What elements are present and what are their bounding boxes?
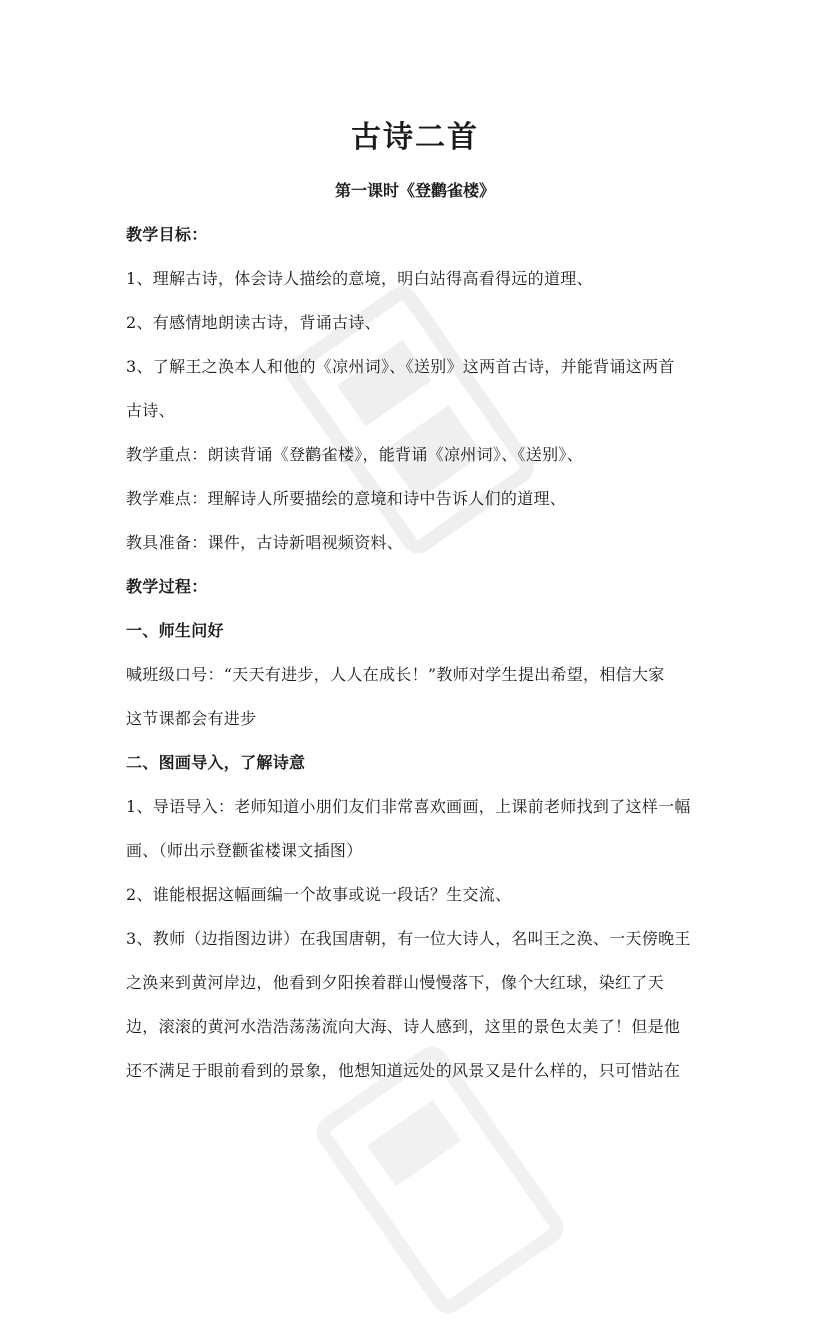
paragraph-line: 喊班级口号：“天天有进步，人人在成长！”教师对学生提出希望，相信大家: [126, 665, 665, 684]
paragraph-line: 古诗、: [126, 401, 175, 420]
section-heading-process: 教学过程：: [126, 577, 208, 596]
paragraph-line: 画、（师出示登颧雀楼课文插图）: [126, 841, 363, 860]
paragraph-line-materials: 教具准备：课件，古诗新唱视频资料、: [126, 533, 404, 552]
paragraph-line: 3、了解王之涣本人和他的《凉州词》、《送别》这两首古诗，并能背诵这两首: [126, 357, 675, 376]
paragraph-line: 之涣来到黄河岸边，他看到夕阳挨着群山慢慢落下，像个大红球，染红了天: [126, 973, 664, 992]
paragraph-line: 这节课都会有进步: [126, 709, 257, 728]
lesson-subtitle: 第一课时《登鹳雀楼》: [334, 181, 495, 200]
paragraph-line: 2、谁能根据这幅画编一个故事或说一段话？生交流、: [126, 885, 512, 904]
paragraph-line: 2、有感情地朗读古诗，背诵古诗、: [126, 313, 381, 332]
paragraph-line: 还不满足于眼前看到的景象，他想知道远处的风景又是什么样的，只可惜站在: [126, 1061, 681, 1080]
paragraph-line-key-points: 教学重点：朗读背诵《登鹳雀楼》，能背诵《凉州词》、《送别》、: [126, 445, 584, 464]
paragraph-line-difficulties: 教学难点：理解诗人所要描绘的意境和诗中告诉人们的道理、: [126, 489, 567, 508]
section-heading-objectives: 教学目标：: [126, 225, 208, 244]
paragraph-line: 1、导语导入：老师知道小朋们友们非常喜欢画画，上课前老师找到了这样一幅: [126, 797, 691, 816]
paragraph-line: 边，滚滚的黄河水浩浩荡荡流向大海、诗人感到，这里的景色太美了！但是他: [126, 1017, 681, 1036]
paragraph-line: 3、教师（边指图边讲）在我国唐朝，有一位大诗人，名叫王之涣、一天傍晚王: [126, 929, 691, 948]
section-heading-greeting: 一、师生问好: [126, 621, 224, 640]
section-heading-intro: 二、图画导入，了解诗意: [126, 753, 306, 772]
paragraph-line: 1、理解古诗，体会诗人描绘的意境，明白站得高看得远的道理、: [126, 269, 593, 288]
document-title: 古诗二首: [351, 120, 479, 155]
